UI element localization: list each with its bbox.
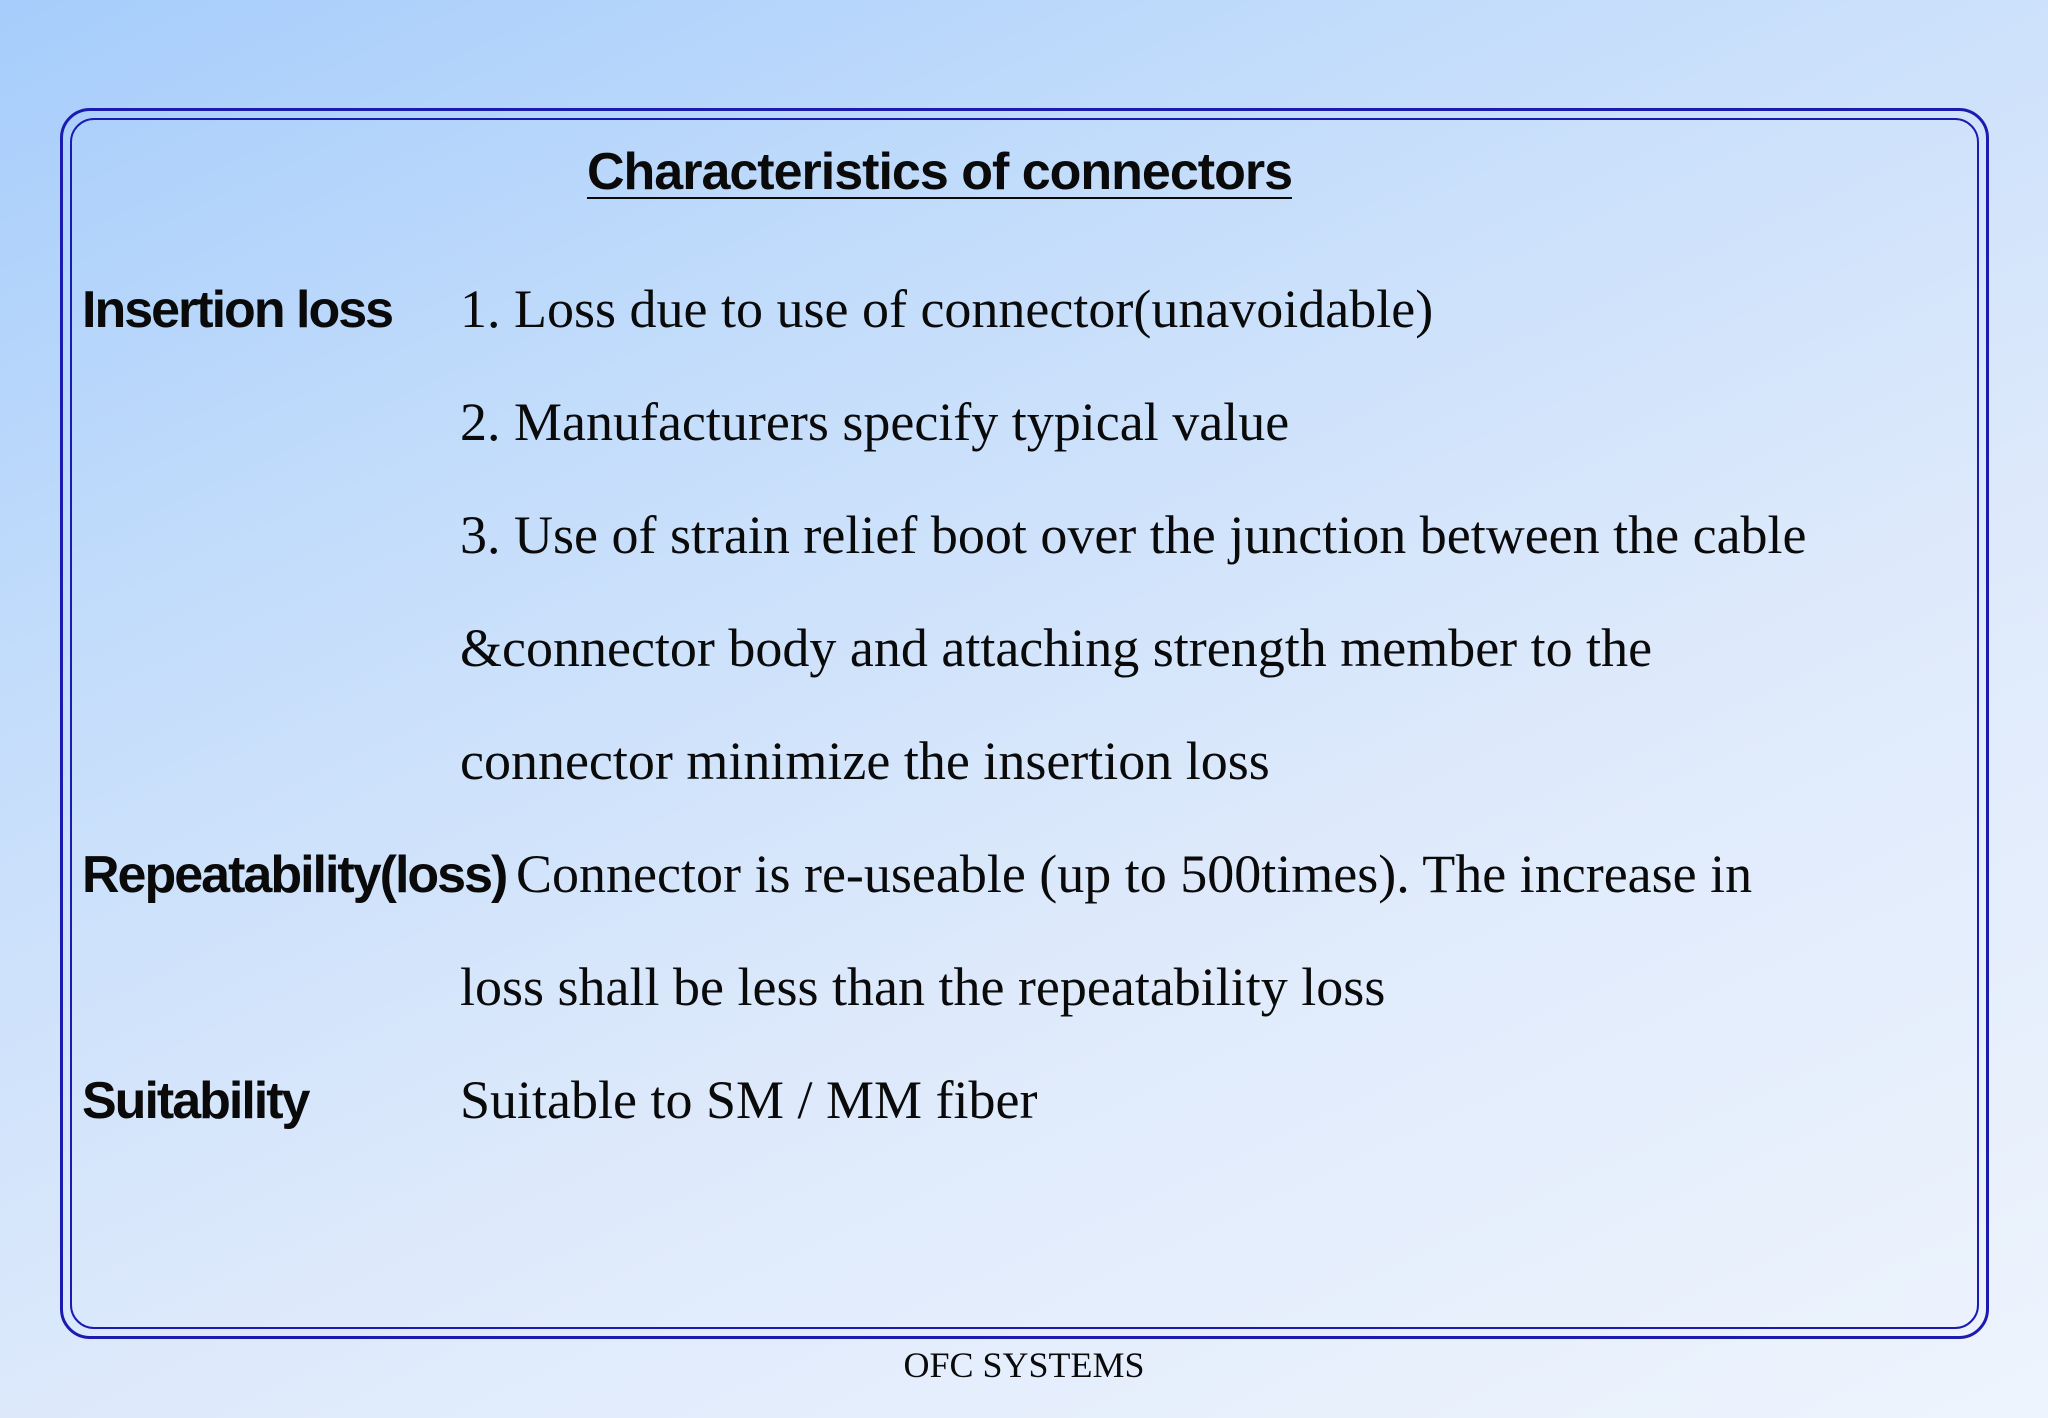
term-insertion-loss: Insertion loss: [82, 281, 393, 339]
insertion-loss-line-4: &connector body and attaching strength member to the: [460, 618, 1653, 678]
term-suitability: Suitability: [82, 1072, 309, 1130]
slide-title: Characteristics of connectors: [586, 143, 1293, 201]
repeatability-line-1: Connector is re-useable (up to 500times). The increase in: [516, 844, 1753, 904]
repeatability-line-2: loss shall be less than the repeatability loss: [460, 957, 1386, 1017]
insertion-loss-line-5: connector minimize the insertion loss: [460, 731, 1270, 791]
insertion-loss-line-1: 1. Loss due to use of connector(unavoidable): [460, 279, 1434, 339]
insertion-loss-line-2: 2. Manufacturers specify typical value: [460, 392, 1290, 452]
insertion-loss-line-3: 3. Use of strain relief boot over the junction between the cable: [460, 505, 1807, 565]
slide-footer: OFC SYSTEMS: [903, 1345, 1145, 1385]
suitability-line-1: Suitable to SM / MM fiber: [460, 1070, 1038, 1130]
term-repeatability: Repeatability(loss): [82, 846, 507, 904]
